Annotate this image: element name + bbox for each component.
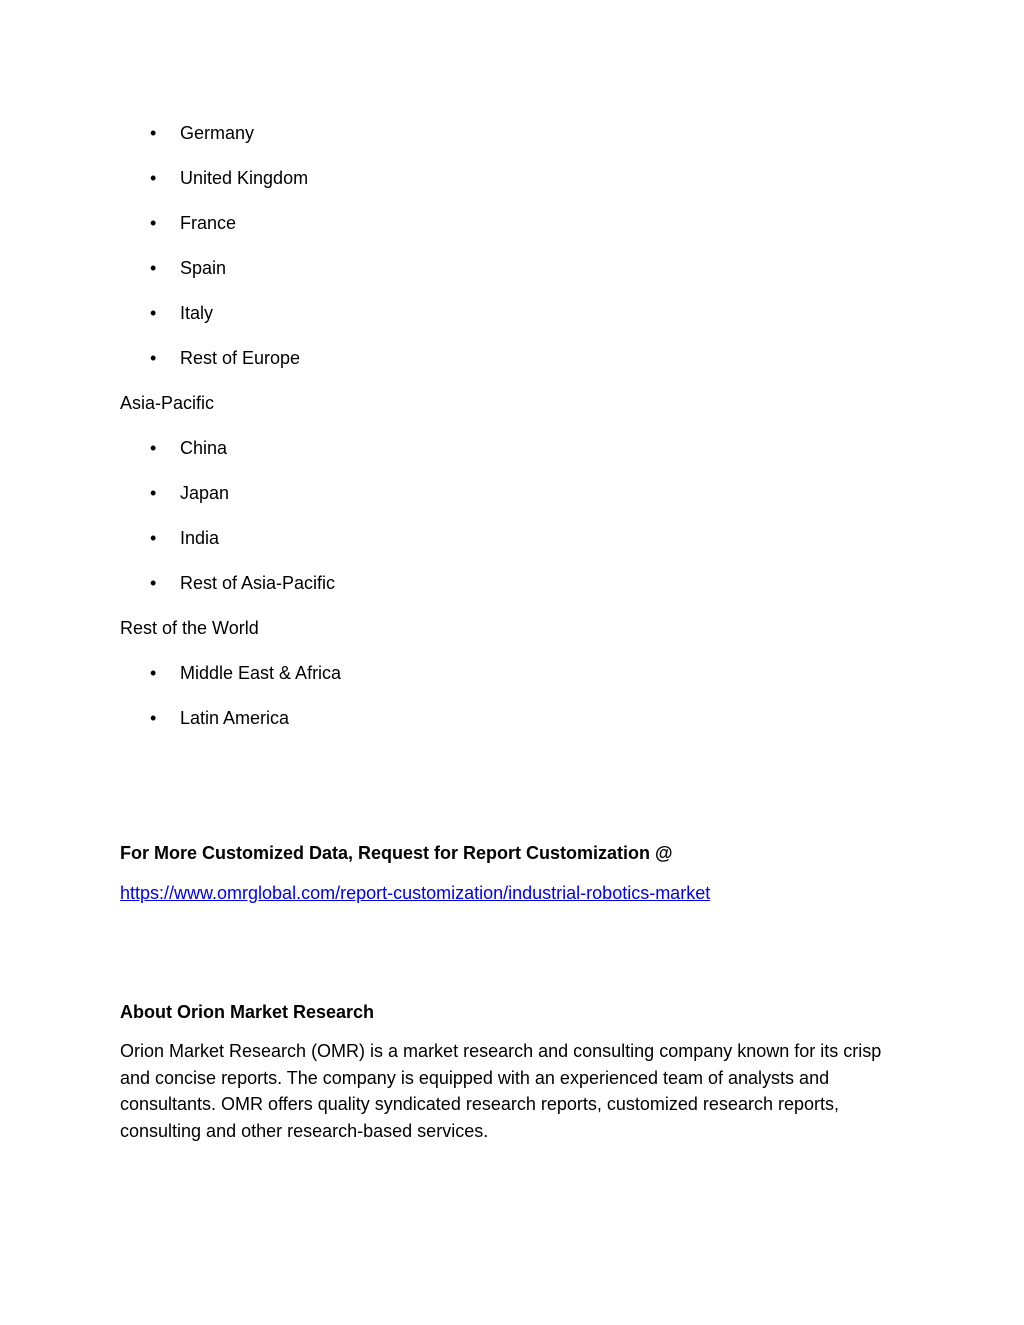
list-item-label: Rest of Asia-Pacific	[180, 573, 336, 593]
list-item-label: Spain	[180, 258, 227, 278]
list-item-label: Latin America	[180, 708, 290, 728]
bullet-icon: •	[150, 483, 157, 503]
bullet-icon: •	[150, 348, 157, 368]
list-item-label: Germany	[180, 123, 255, 143]
list-item	[150, 437, 227, 459]
bullet-icon: •	[150, 528, 157, 548]
bullet-icon: •	[150, 708, 157, 728]
list-item-label: United Kingdom	[180, 168, 309, 188]
bullet-icon: •	[150, 303, 157, 323]
about-paragraph	[120, 1038, 910, 1144]
list-item-label: India	[180, 528, 220, 548]
list-item	[150, 662, 341, 684]
list-item	[150, 302, 213, 324]
list-item	[150, 347, 300, 369]
list-item	[150, 482, 229, 504]
list-item-label: France	[180, 213, 237, 233]
list-item-label: China	[180, 438, 228, 458]
list-item	[150, 257, 226, 279]
bullet-icon: •	[150, 258, 157, 278]
customization-heading: For More Customized Data, Request for Report Customization @	[120, 843, 673, 863]
list-item-label: Middle East & Africa	[180, 663, 342, 683]
list-item-label: Japan	[180, 483, 230, 503]
about-line: consultants. OMR offers quality syndicated research reports, customized research reports,	[120, 1094, 839, 1114]
region-heading-asia-pacific: Asia-Pacific	[120, 393, 215, 413]
bullet-icon: •	[150, 123, 157, 143]
bullet-icon: •	[150, 573, 157, 593]
bullet-icon: •	[150, 213, 157, 233]
bullet-icon: •	[150, 438, 157, 458]
about-line: consulting and other research-based services.	[120, 1120, 489, 1141]
list-item-label: Italy	[180, 303, 214, 323]
list-item	[150, 212, 236, 234]
bullet-icon: •	[150, 663, 157, 683]
list-item	[150, 707, 289, 729]
region-heading-rest-of-world: Rest of the World	[120, 618, 259, 638]
list-item	[150, 122, 254, 144]
list-item	[150, 527, 219, 549]
about-heading: About Orion Market Research	[120, 1002, 375, 1022]
list-item	[150, 167, 308, 189]
list-item	[150, 572, 335, 594]
bullet-icon: •	[150, 168, 157, 188]
about-line: Orion Market Research (OMR) is a market research and consulting company known for its crisp	[120, 1041, 882, 1061]
about-line: and concise reports. The company is equipped with an experienced team of analysts and	[120, 1067, 830, 1088]
customization-link[interactable]: https://www.omrglobal.com/report-customization/industrial-robotics-market	[120, 883, 711, 903]
list-item-label: Rest of Europe	[180, 348, 301, 368]
